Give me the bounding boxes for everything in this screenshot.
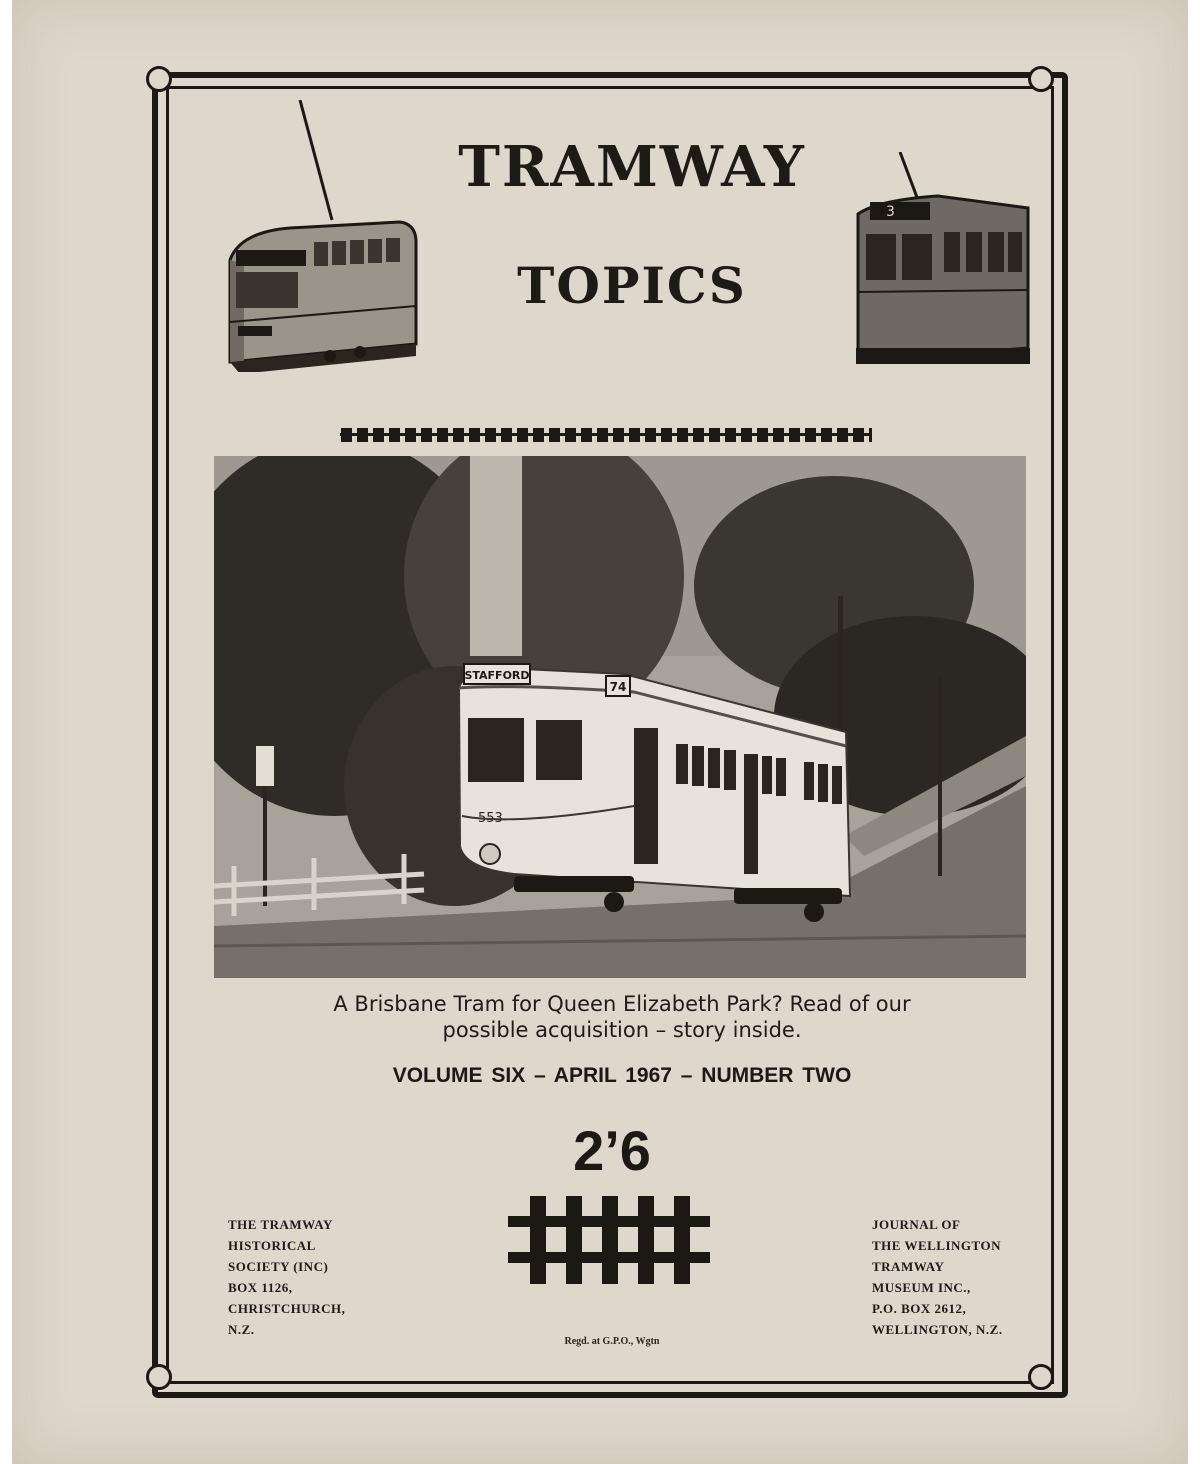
publisher-right-line: WELLINGTON, N.Z. [872, 1322, 1003, 1337]
tram-route-number: 74 [609, 680, 627, 694]
issue-details: VOLUME SIX – APRIL 1967 – NUMBER TWO [392, 1064, 852, 1087]
publisher-right-line: TRAMWAY [872, 1259, 945, 1274]
cover-photograph [214, 456, 1026, 978]
tram-destination-sign: STAFFORD [464, 669, 530, 682]
publisher-left-line: SOCIETY (INC) [228, 1259, 329, 1274]
svg-text:3: 3 [886, 204, 895, 220]
publisher-address-left [228, 1214, 345, 1340]
publisher-right-line: THE WELLINGTON [872, 1238, 1001, 1253]
publisher-left-line: N.Z. [228, 1322, 255, 1337]
publisher-left-line: HISTORICAL [228, 1238, 316, 1253]
cover-price: 2’6 [573, 1119, 651, 1182]
magazine-cover [12, 0, 1188, 1464]
publisher-right-line: MUSEUM INC., [872, 1280, 971, 1295]
photo-caption-line2: possible acquisition – story inside. [442, 1018, 802, 1042]
registration-note: Regd. at G.P.O., Wgtn [564, 1336, 660, 1347]
brisbane-tram-photo [214, 456, 1026, 978]
publisher-left-line: THE TRAMWAY [228, 1217, 333, 1232]
frame-corner-bottom-right [1028, 1364, 1054, 1390]
streamline-tram-illustration [210, 100, 420, 372]
vintage-tram-illustration [848, 152, 1030, 366]
publisher-right-line: JOURNAL OF [872, 1217, 961, 1232]
frame-corner-top-right [1028, 66, 1054, 92]
frame-corner-bottom-left [146, 1364, 172, 1390]
masthead-title-line1: TRAMWAY [458, 134, 806, 200]
masthead-title-line2: TOPICS [517, 256, 747, 315]
publisher-left-line: CHRISTCHURCH, [228, 1301, 346, 1316]
photo-caption-line1: A Brisbane Tram for Queen Elizabeth Park? Read of our [333, 992, 911, 1016]
tram-fleet-number: 553 [478, 811, 503, 826]
frame-corner-top-left [146, 66, 172, 92]
rail-separator-line [340, 428, 872, 442]
publisher-address-right [872, 1214, 1003, 1340]
publisher-right-line: P.O. BOX 2612, [872, 1301, 967, 1316]
railway-track-emblem [508, 1196, 710, 1284]
publisher-left-line: BOX 1126, [228, 1280, 293, 1295]
